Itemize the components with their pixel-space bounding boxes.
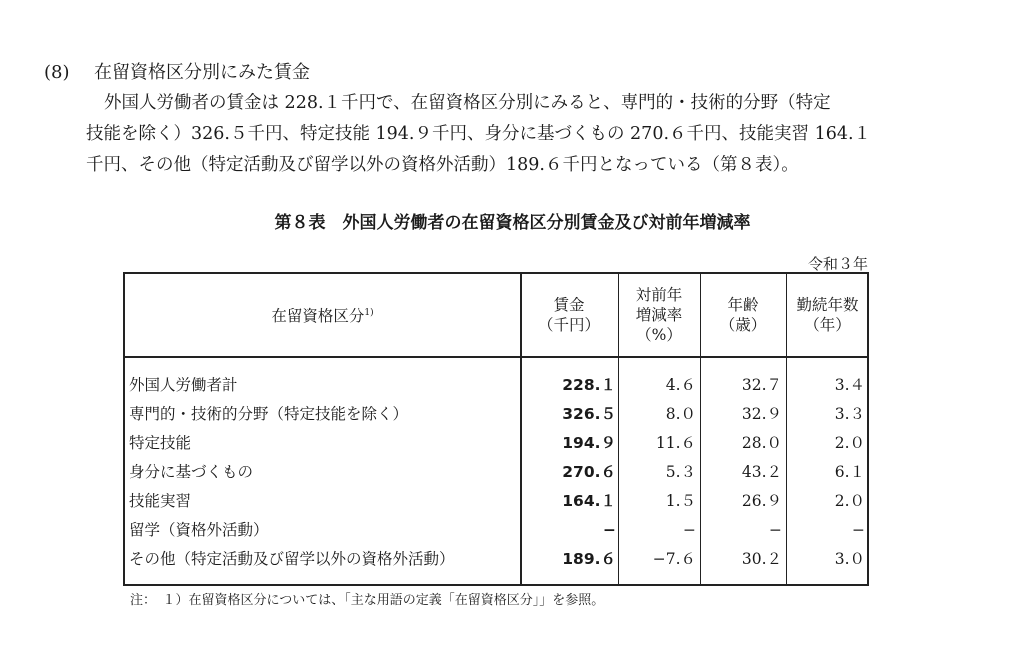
row-change: 8.０ — [665, 405, 696, 423]
row-wage: 228.１ — [562, 376, 616, 394]
row-change: 11.６ — [655, 434, 696, 452]
header-age-line-2: （歳） — [719, 316, 767, 334]
header-change-line-2: 増減率 — [635, 306, 683, 324]
row-change: 4.６ — [665, 376, 696, 394]
header-wage-line-2: （千円） — [537, 316, 600, 334]
header-service-line-1: 勤続年数 — [796, 296, 859, 314]
table-row — [125, 516, 867, 545]
row-wage: 189.６ — [562, 550, 616, 568]
row-age: 30.２ — [741, 550, 782, 568]
row-service: 3.４ — [834, 376, 865, 394]
table-row — [125, 371, 867, 400]
table-row — [125, 400, 867, 429]
row-service: 3.３ — [834, 405, 865, 423]
footnote-marker: 1) — [364, 308, 374, 319]
row-category: 外国人労働者計 — [129, 376, 238, 394]
section-heading — [44, 58, 310, 84]
row-change: 5.３ — [665, 463, 696, 481]
header-wage — [520, 274, 618, 356]
summary-paragraph — [86, 88, 966, 181]
table-row — [125, 545, 867, 574]
paragraph-line-1: 外国人労働者の賃金は 228.１千円で、在留資格区分別にみると、専門的・技術的分野（特定 — [104, 93, 831, 113]
header-category-label: 在留資格区分 — [271, 307, 365, 326]
row-change: 1.５ — [665, 492, 696, 510]
row-age: 32.９ — [741, 405, 782, 423]
row-age: 32.７ — [741, 376, 782, 394]
row-age: − — [769, 521, 782, 539]
header-change-line-1: 対前年 — [635, 286, 683, 304]
era-label: 令和３年 — [807, 255, 868, 273]
row-service: 2.０ — [834, 434, 865, 452]
row-wage: 326.５ — [562, 405, 616, 423]
header-divider — [125, 356, 867, 358]
header-category — [125, 274, 520, 356]
row-change: −7.６ — [652, 550, 696, 568]
row-category: 留学（資格外活動） — [129, 521, 269, 539]
section-number: (8) — [44, 62, 70, 83]
paragraph-line-2: 技能を除く）326.５千円、特定技能 194.９千円、身分に基づくもの 270.６千円、技能実習 164.１ — [86, 124, 872, 144]
row-wage: 194.９ — [562, 434, 616, 452]
row-age: 43.２ — [741, 463, 782, 481]
row-wage: − — [603, 521, 616, 539]
row-wage: 164.１ — [562, 492, 616, 510]
row-service: 6.１ — [834, 463, 865, 481]
paragraph-line-3: 千円、その他（特定活動及び留学以外の資格外活動）189.６千円となっている（第８表）。 — [86, 155, 799, 175]
row-category: 身分に基づくもの — [129, 463, 254, 481]
header-wage-line-1: 賃金 — [553, 296, 585, 314]
table-row — [125, 429, 867, 458]
row-wage: 270.６ — [562, 463, 616, 481]
header-change — [618, 274, 700, 356]
row-service: − — [852, 521, 865, 539]
row-category: 特定技能 — [129, 434, 192, 452]
table-note: 注： １）在留資格区分については、「主な用語の定義「在留資格区分」」を参照。 — [130, 593, 605, 608]
header-age — [700, 274, 786, 356]
header-age-line-1: 年齢 — [727, 296, 759, 314]
wage-table — [123, 272, 869, 586]
row-change: − — [683, 521, 696, 539]
header-service-line-2: （年） — [804, 316, 851, 334]
header-service — [786, 274, 869, 356]
row-category: 専門的・技術的分野（特定技能を除く） — [129, 405, 409, 423]
table-row — [125, 458, 867, 487]
table-row — [125, 487, 867, 516]
row-age: 28.０ — [741, 434, 782, 452]
row-category: 技能実習 — [129, 492, 192, 510]
section-title: 在留資格区分別にみた賃金 — [94, 62, 310, 83]
row-age: 26.９ — [741, 492, 782, 510]
table-title: 第８表 外国人労働者の在留資格区分別賃金及び対前年増減率 — [274, 213, 751, 233]
row-service: 3.０ — [834, 550, 865, 568]
header-change-line-3: （%） — [636, 326, 682, 344]
row-category: その他（特定活動及び留学以外の資格外活動） — [129, 550, 455, 568]
row-service: 2.０ — [834, 492, 865, 510]
